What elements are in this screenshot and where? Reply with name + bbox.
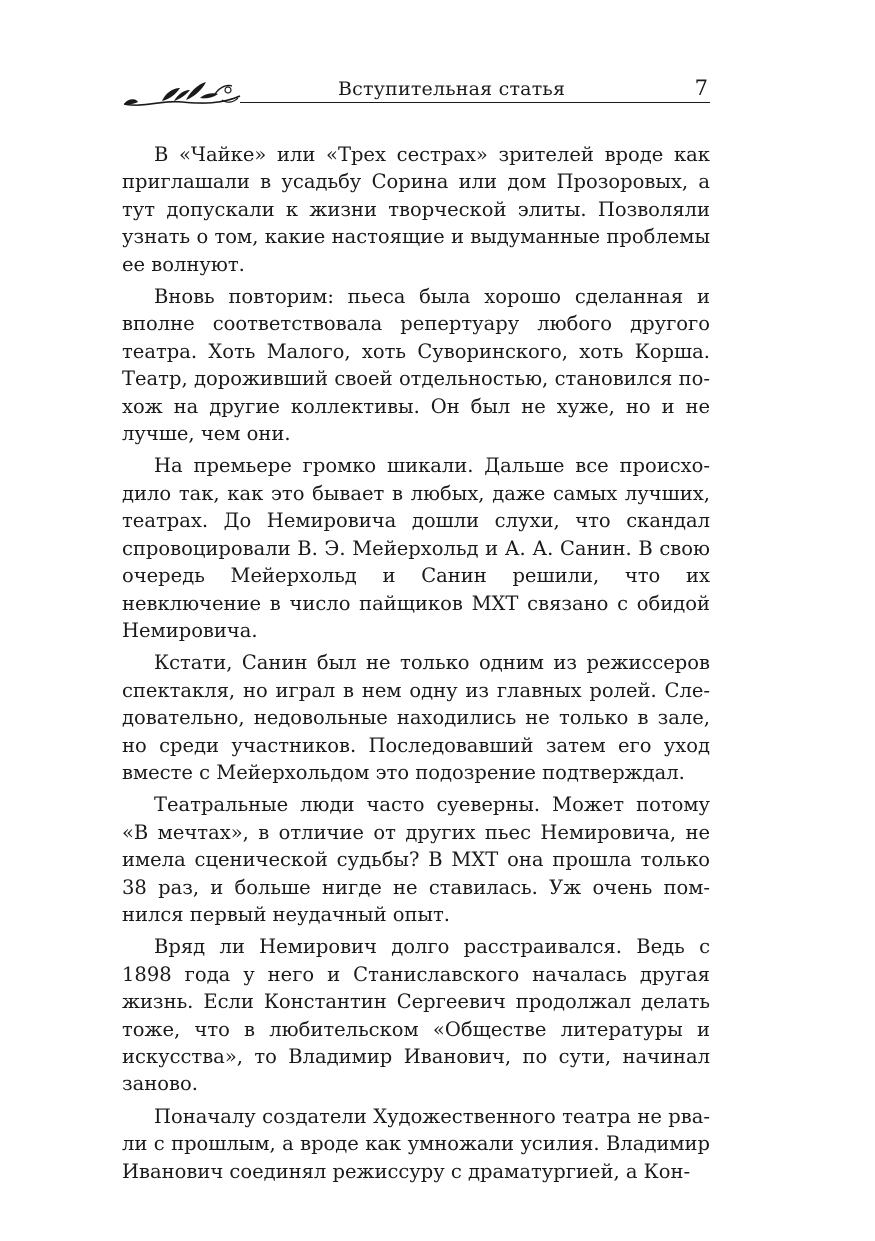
paragraph: Поначалу создатели Художественного театра не рвали с прошлым, а вроде как умножали усилия. Владимир Иванович соединял режиссуру с драматургией, а Кон- xyxy=(122,1104,710,1183)
paragraph: Вновь повторим: пьеса была хорошо сделанная и вполне соответствовала репертуару любого другого театра. Хоть Малого, хоть Суворинского, хоть Корша. Театр, дороживший своей отдельностью, становился похож на другие коллективы. Он был не хуже, но и не лучше, чем они. xyxy=(122,285,710,446)
paragraph: Кстати, Санин был не только одним из режиссеров спектакля, но играл в нем одну из главных ролей. Следовательно, недовольные находились не только в зале, но среди участников. Последовавший затем его уход вместе с Мейерхольдом это подозрение подтверждал. xyxy=(122,651,710,784)
paragraph: Театральные люди часто суеверны. Может потому «В мечтах», в отличие от других пьес Немировича, не имела сценической судьбы? В МХТ она прошла только 38 раз, и больше нигде не ставилась. Уж очень помнился первый неудачный опыт. xyxy=(122,793,710,926)
floral-ornament-icon xyxy=(122,74,242,108)
header-rule xyxy=(240,102,710,103)
paragraph: В «Чайке» или «Трех сестрах» зрителей вроде как приглашали в усадьбу Сорина или дом Прозоровых, а тут допускали к жизни творческой элиты. Позволяли узнать о том, какие настоящие и выдуманные проблемы ее волнуют. xyxy=(122,143,710,276)
running-title: Вступительная статья xyxy=(338,78,566,100)
running-header xyxy=(122,70,710,110)
paragraph: Вряд ли Немирович долго расстраивался. Ведь с 1898 года у него и Станиславского началась другая жизнь. Если Константин Сергеевич продолжал делать тоже, что в любительском «Обществе литературы и искусства», то Владимир Иванович, по сути, начинал заново. xyxy=(122,935,710,1096)
paragraph: На премьере громко шикали. Дальше все происходило так, как это бывает в любых, даже самых лучших, театрах. До Немировича дошли слухи, что скандал спровоцировали В. Э. Мейерхольд и А. А. Санин. В свою очередь Мейерхольд и Санин решили, что их невключение в число пайщиков МХТ связано с обидой Немировича. xyxy=(122,454,710,642)
body-text xyxy=(122,141,710,1190)
page-number: 7 xyxy=(694,76,708,100)
